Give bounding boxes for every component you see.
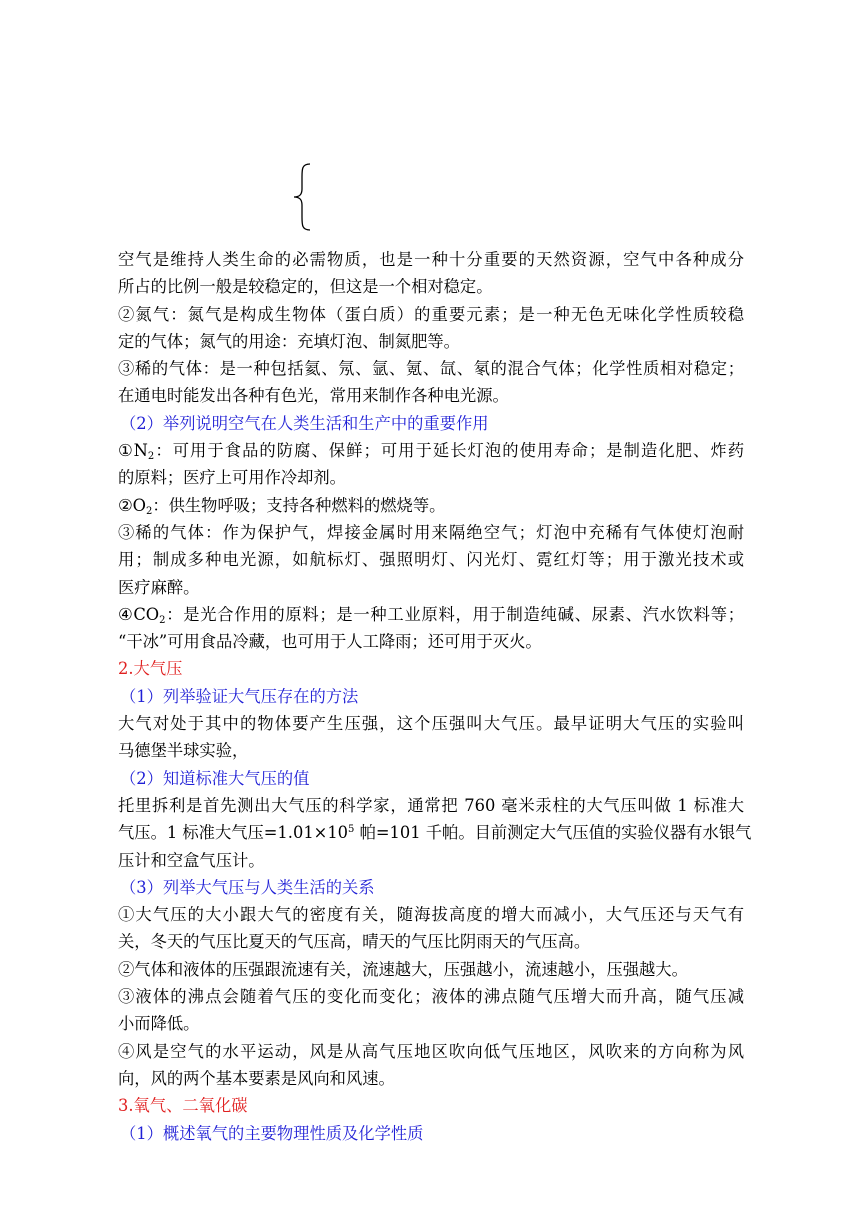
text-line: “干冰”可用食品冷藏，也可用于人工降雨；还可用于灭火。 bbox=[118, 632, 542, 652]
text-line: 托里拆利是首先测出大气压的科学家，通常把 760 毫米汞柱的大气压叫做 1 标准大 bbox=[118, 795, 744, 815]
section-heading: 3.氧气、二氧化碳 bbox=[118, 1096, 248, 1116]
text-line: ③液体的沸点会随着气压的变化而变化；液体的沸点随气压增大而升高，随气压减 bbox=[118, 987, 744, 1007]
text-line: ④风是空气的水平运动，风是从高气压地区吹向低气压地区，风吹来的方向称为风 bbox=[118, 1041, 744, 1061]
text-line: 定的气体；氮气的用途：充填灯泡、制氮肥等。 bbox=[118, 331, 460, 351]
formula-co2: $④CO_2$ bbox=[118, 604, 166, 626]
text-line: 压计和空盒气压计。 bbox=[118, 850, 265, 870]
text-line: 的原料；医疗上可用作冷却剂。 bbox=[118, 468, 346, 488]
text-line: ③稀的气体：作为保护气，焊接金属时用来隔绝空气；灯泡中充稀有气体使灯泡耐 bbox=[118, 522, 744, 542]
text-line: 向，风的两个基本要素是风向和风速。 bbox=[118, 1068, 395, 1088]
subheading: （3）列举大气压与人类生活的关系 bbox=[120, 877, 375, 897]
formula-o2: $②O_2$ bbox=[118, 495, 153, 517]
section-heading: 2.大气压 bbox=[118, 659, 183, 679]
text-line-pressure-value: 气压。1 标准大气压$=1.01\times 10^5$ 帕=101 千帕。目前测定大气压值的实验仪器有水银气 bbox=[118, 823, 752, 843]
text-line: 小而降低。 bbox=[118, 1014, 200, 1034]
text-line: ③稀的气体：是一种包括氦、氖、氩、氪、氙、氡的混合气体；化学性质相对稳定； bbox=[118, 359, 744, 379]
text-line-o2: $②O_2$：供生物呼吸；支持各种燃料的燃烧等。 bbox=[118, 495, 446, 517]
text-line: ②气体和液体的压强跟流速有关，流速越大，压强越小，流速越小，压强越大。 bbox=[118, 959, 688, 979]
text-line-co2: $④CO_2$：是光合作用的原料；是一种工业原料，用于制造纯碱、尿素、汽水饮料等； bbox=[118, 604, 744, 626]
document-body bbox=[118, 246, 752, 1147]
text-line: 医疗麻醉。 bbox=[118, 577, 200, 597]
text-line: 马德堡半球实验， bbox=[118, 741, 249, 761]
formula-n2: $①N_2$ bbox=[118, 441, 155, 463]
text-line: 所占的比例一般是较稳定的，但这是一个相对稳定。 bbox=[118, 277, 493, 297]
text-line: ①大气压的大小跟大气的密度有关，随海拔高度的增大而减小，大气压还与天气有 bbox=[118, 905, 744, 925]
subheading: （2）知道标准大气压的值 bbox=[120, 768, 310, 788]
text-line: 大气对处于其中的物体要产生压强，这个压强叫大气压。最早证明大气压的实验叫 bbox=[118, 714, 744, 734]
text-line: ②氮气：氮气是构成生物体（蛋白质）的重要元素；是一种无色无味化学性质较稳 bbox=[118, 304, 744, 324]
text-line: 用；制成多种电光源，如航标灯、强照明灯、闪光灯、霓红灯等；用于激光技术或 bbox=[118, 550, 744, 570]
text-line: 在通电时能发出各种有色光，常用来制作各种电光源。 bbox=[118, 386, 509, 406]
subheading: （1）列举验证大气压存在的方法 bbox=[120, 686, 359, 706]
subheading: （1）概述氧气的主要物理性质及化学性质 bbox=[120, 1123, 424, 1143]
left-curly-brace-icon bbox=[290, 163, 316, 231]
text-line: 空气是维持人类生命的必需物质，也是一种十分重要的天然资源，空气中各种成分 bbox=[118, 250, 744, 269]
text-line: 关，冬天的气压比夏天的气压高，晴天的气压比阴雨天的气压高。 bbox=[118, 932, 591, 952]
text-line-n2: $①N_2$：可用于食品的防腐、保鲜；可用于延长灯泡的使用寿命；是制造化肥、炸药 bbox=[118, 441, 744, 463]
subheading: （2）举列说明空气在人类生活和生产中的重要作用 bbox=[120, 413, 489, 433]
